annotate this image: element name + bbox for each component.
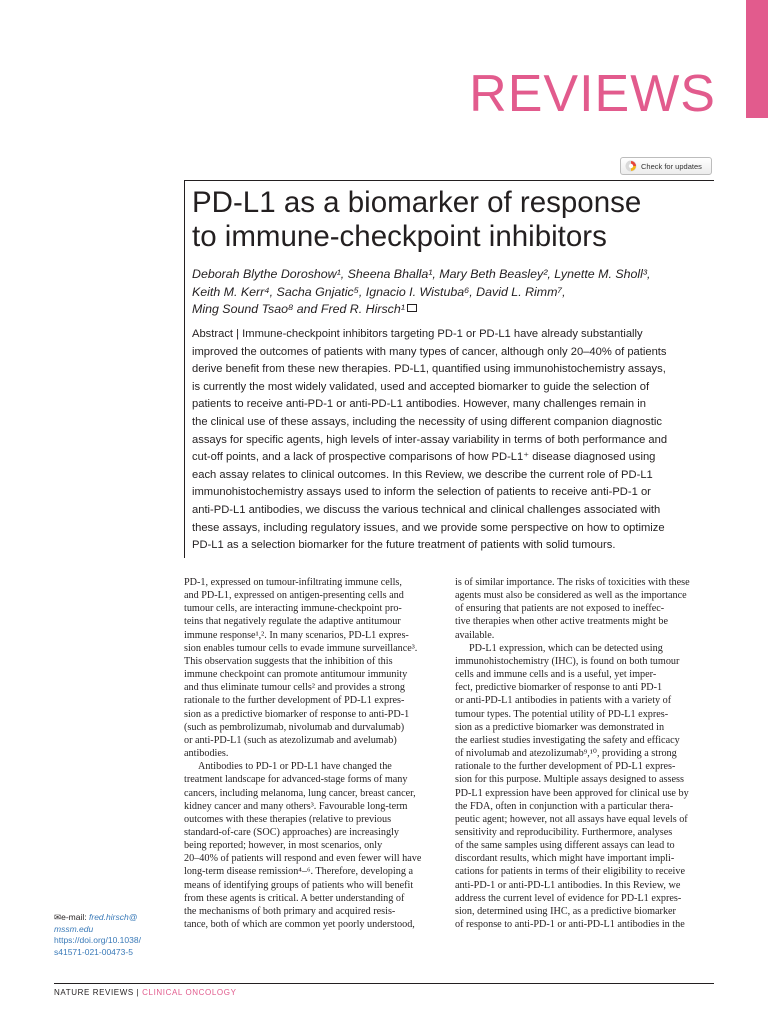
body-line: PD-L1 expression have been approved for clinical use by <box>455 787 689 799</box>
body-line: the mechanisms of both primary and acquired resis- <box>184 905 396 917</box>
body-line: or anti-PD-L1 antibodies in patients with a variety of <box>455 695 672 707</box>
email-link[interactable]: fred.hirsch@ <box>89 912 138 922</box>
abstract-line: PD-L1 as a selection biomarker for the future treatment of patients with solid tumours. <box>192 539 616 552</box>
body-line: anti-PD-1 or anti-PD-L1 antibodies. In this Review, we <box>455 879 681 891</box>
page-footer <box>54 988 237 997</box>
body-line: and thus eliminate tumour cells² and provides a strong <box>184 682 405 694</box>
abstract-line: immunohistochemistry assays used to inform the selection of patients to receive anti-PD-1 or <box>192 486 651 499</box>
body-line: PD-1, expressed on tumour-infiltrating immune cells, <box>184 577 402 588</box>
body-line: tance, both of which are common yet poorly understood, <box>184 919 415 931</box>
doi-link-continued[interactable]: s41571-021-00473-5 <box>54 946 133 957</box>
body-line: tive therapies when other active treatments might be <box>455 616 669 628</box>
body-line: of nivolumab and atezolizumab⁹,¹⁰, providing a strong <box>455 748 677 760</box>
author-line <box>192 301 712 319</box>
body-line: and PD-L1, expressed on antigen-presenting cells and <box>184 590 404 602</box>
body-line: 20–40% of patients will respond and even fewer will have <box>184 853 422 865</box>
body-line: Antibodies to PD-1 or PD-L1 have changed the <box>198 761 392 773</box>
body-line: of response to anti-PD-1 or anti-PD-L1 antibodies in the <box>455 919 685 931</box>
body-line: the earliest studies investigating the safety and efficacy <box>455 734 680 746</box>
body-line: standard-of-care (SOC) approaches) are increasingly <box>184 826 399 838</box>
section-label: REVIEWS <box>469 65 716 123</box>
body-line: (such as pembrolizumab, nivolumab and durvalumab) <box>184 721 405 733</box>
body-line: address the current level of evidence for PD-L1 expres- <box>455 892 682 904</box>
body-line: immune checkpoint can promote antitumour immunity <box>184 669 408 681</box>
abstract-line: assays for specific agents, high levels of inter-assay variability in terms of both performance and <box>192 433 668 446</box>
body-line: sensitivity and reproducibility. Furthermore, analyses <box>455 826 673 838</box>
journal-section: CLINICAL ONCOLOGY <box>142 988 237 997</box>
body-line: cells and immune cells and is a useful, yet imper- <box>455 669 657 681</box>
body-line: teins that negatively regulate the adaptive antitumour <box>184 616 401 628</box>
author-line-text: Ming Sound Tsao⁸ and Fred R. Hirsch¹ <box>192 302 405 316</box>
body-line: PD-L1 expression, which can be detected using <box>469 642 663 654</box>
body-line: being reported; however, in most scenarios, only <box>184 840 383 852</box>
abstract-line: the clinical use of these assays, including the necessity of using different companion diagnostic <box>192 415 662 428</box>
abstract-line: improved the outcomes of patients with many types of cancer, although only 20–40% of patients <box>192 345 667 358</box>
body-column-right <box>455 576 714 931</box>
abstract-line: is currently the most widely validated, used and accepted biomarker to guide the selection of <box>192 380 650 393</box>
body-line: treatment landscape for advanced-stage forms of many <box>184 774 408 786</box>
body-line: long-term disease remission⁴–⁶. Therefore, developing a <box>184 866 413 878</box>
abstract-line: patients to receive anti-PD-1 or anti-PD-L1 antibodies. However, many challenges remain in <box>192 398 646 411</box>
body-line: sion as a predictive biomarker was demonstrated in <box>455 721 665 733</box>
body-line: fect, predictive biomarker of response to anti PD-1 <box>455 682 663 694</box>
email-label: ✉e-mail: <box>54 912 87 922</box>
check-for-updates-label: Check for updates <box>641 161 702 171</box>
title-rule <box>184 180 714 181</box>
author-list <box>192 266 712 319</box>
author-line-text: Keith M. Kerr⁴, Sacha Gnjatic⁵, Ignacio I. Wistuba⁶, David L. Rimm⁷, <box>192 284 566 299</box>
body-line: agents must also be considered as well as the importance <box>455 590 687 602</box>
body-line: kidney cancer and many others³. Favourable long-term <box>184 800 408 812</box>
body-line: immunohistochemistry (IHC), is found on both tumour <box>455 655 680 667</box>
abstract-line: these assays, including regulatory issues, and we provide some perspective on how to optimize <box>192 521 665 534</box>
author-line: Deborah Blythe Doroshow¹, Sheena Bhalla¹, Mary Beth Beasley², Lynette M. Sholl³, <box>192 267 651 281</box>
abstract-side-rule <box>184 180 185 558</box>
body-line: immune response¹,². In many scenarios, PD-L1 expres- <box>184 629 409 641</box>
abstract-line: derive benefit from these new therapies. PD-L1, quantified using immunohistochemistry assays, <box>192 363 666 376</box>
title-line: PD-L1 as a biomarker of response <box>192 186 642 219</box>
body-line: rationale to the further development of PD-L1 expres- <box>184 695 405 707</box>
email-line <box>54 912 164 924</box>
abstract-line: Abstract | Immune-checkpoint inhibitors targeting PD-1 or PD-L1 have already substantially <box>192 328 643 340</box>
article-title <box>192 186 712 254</box>
body-line: is of similar importance. The risks of toxicities with these <box>455 577 690 588</box>
abstract <box>192 326 714 555</box>
body-line: from these agents is critical. A better understanding of <box>184 892 405 904</box>
body-line: of ensuring that patients are not exposed to ineffec- <box>455 603 665 615</box>
body-line: cancers, including melanoma, lung cancer, breast cancer, <box>184 787 416 799</box>
body-line: sion enables tumour cells to evade immune surveillance³. <box>184 642 418 654</box>
body-line: tumour types. The potential utility of PD-L1 expres- <box>455 708 669 720</box>
body-column-left <box>184 576 443 931</box>
body-line: peutic agent; however, not all assays have equal levels of <box>455 813 688 825</box>
body-line: tumour cells, are interacting immune-checkpoint pro- <box>184 603 402 615</box>
body-line: the FDA, often in conjunction with a particular thera- <box>455 800 674 812</box>
check-for-updates-icon <box>625 160 637 172</box>
title-line: to immune-checkpoint inhibitors <box>192 220 607 253</box>
abstract-line: anti-PD-L1 antibodies, we discuss the various technical and clinical challenges associated with <box>192 503 661 516</box>
correspondence-note <box>54 912 164 958</box>
body-line: means of identifying groups of patients who will benefit <box>184 879 414 891</box>
section-color-bar <box>746 0 768 118</box>
body-line: of the same samples using different assays can lead to <box>455 840 675 852</box>
body-line: sion as a predictive biomarker of response to anti-PD-1 <box>184 708 410 720</box>
body-line: This observation suggests that the inhibition of this <box>184 655 393 667</box>
footer-rule <box>54 983 714 984</box>
body-line: cations for patients in terms of their eligibility to receive <box>455 866 685 878</box>
abstract-line: each assay relates to clinical outcomes. In this Review, we describe the current role of PD-L1 <box>192 468 653 481</box>
body-line: sion, determined using IHC, as a predictive biomarker <box>455 905 676 917</box>
email-link-continued[interactable]: mssm.edu <box>54 923 94 934</box>
abstract-line: cut-off points, and a lack of prospective comparisons of how PD-L1⁺ disease diagnosed using <box>192 451 656 464</box>
body-line: outcomes with these therapies (relative to previous <box>184 813 392 825</box>
body-line: available. <box>455 629 495 641</box>
doi-link[interactable]: https://doi.org/10.1038/ <box>54 935 141 945</box>
body-line: discordant results, which might have important impli- <box>455 853 675 865</box>
body-line: or anti-PD-L1 (such as atezolizumab and avelumab) <box>184 734 397 746</box>
body-line: sion for this purpose. Multiple assays designed to assess <box>455 774 684 786</box>
author-line <box>192 284 712 302</box>
email-icon[interactable] <box>407 304 417 312</box>
journal-name: NATURE REVIEWS | <box>54 988 143 997</box>
body-line: rationale to the further development of PD-L1 expres- <box>455 761 676 773</box>
check-for-updates-button[interactable] <box>620 157 712 175</box>
body-line: antibodies. <box>184 748 229 760</box>
